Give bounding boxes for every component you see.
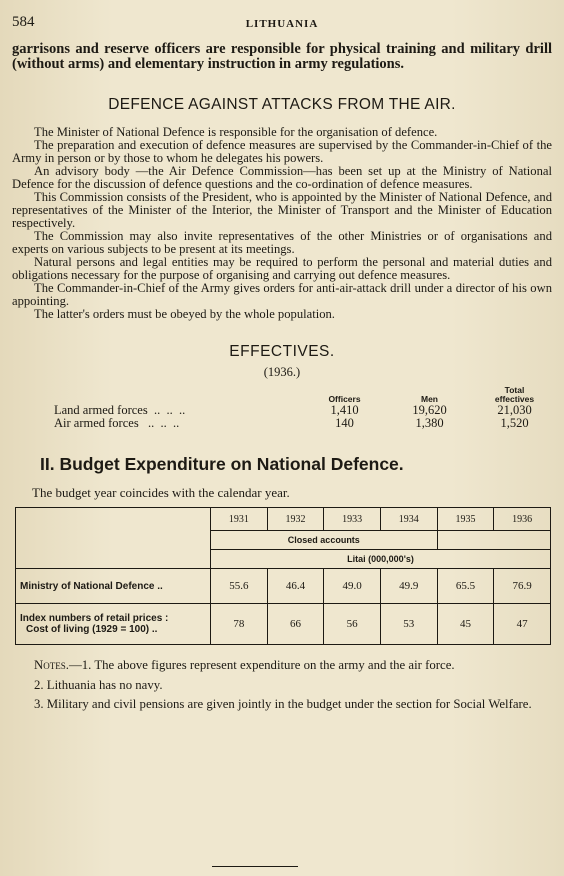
paragraph: The preparation and execution of defence measures are supervised by the Commander-in-Chief of the Army in person or by those to whom he delegates his powers. bbox=[12, 138, 552, 165]
air-total: 1,520 bbox=[500, 416, 529, 430]
row-label-air: Air armed forces .. .. .. bbox=[54, 416, 180, 430]
intro-text: garrisons and reserve officers are responsible for physical training and military drill (without arms) and elementary instruction in army regulations. bbox=[12, 41, 552, 72]
table-row bbox=[16, 569, 551, 604]
running-title: LITHUANIA bbox=[245, 18, 319, 30]
note-item: 3. Military and civil pensions are given jointly in the budget under the section for Social Welfare. bbox=[34, 697, 532, 711]
bottom-rule bbox=[212, 866, 298, 867]
value-cell: 56 bbox=[324, 604, 381, 645]
note-text: 1. The above figures represent expenditure on the army and the air force. bbox=[81, 658, 455, 672]
running-head bbox=[12, 14, 552, 42]
row-label-ministry: Ministry of National Defence .. bbox=[16, 569, 211, 604]
table-corner bbox=[16, 508, 211, 569]
land-officers: 1,410 bbox=[330, 403, 359, 417]
year-cell: 1931 bbox=[211, 508, 268, 531]
paragraph: Natural persons and legal entities may be required to perform the personal and material duties and obligations necessary for the purpose of organising and carrying out defence measures. bbox=[12, 255, 552, 282]
col-header-total: Total effectives bbox=[494, 385, 535, 404]
table-row bbox=[16, 508, 551, 531]
row-label-index bbox=[16, 604, 211, 645]
value-cell: 49.0 bbox=[324, 569, 381, 604]
value-cell: 65.5 bbox=[437, 569, 494, 604]
note-item: 2. Lithuania has no navy. bbox=[34, 677, 163, 692]
effectives-corner bbox=[54, 386, 302, 404]
air-defence-title: DEFENCE AGAINST ATTACKS FROM THE AIR. bbox=[108, 96, 456, 113]
blank-header-cell bbox=[437, 531, 550, 550]
budget-note: The budget year coincides with the calendar year. bbox=[32, 485, 290, 500]
value-cell: 46.4 bbox=[267, 569, 324, 604]
paragraph: The latter's orders must be obeyed by the whole population. bbox=[34, 307, 335, 321]
value-cell: 47 bbox=[494, 604, 551, 645]
notes bbox=[12, 659, 552, 712]
effectives-table bbox=[54, 386, 552, 430]
year-cell: 1932 bbox=[267, 508, 324, 531]
paragraph: An advisory body —the Air Defence Commission—has been set up at the Ministry of National Defence for the discussion of defence questions and the co-ordination of defence measures. bbox=[12, 164, 552, 191]
effectives-title: EFFECTIVES. bbox=[229, 343, 335, 360]
land-total: 21,030 bbox=[497, 403, 532, 417]
value-cell: 76.9 bbox=[494, 569, 551, 604]
value-cell: 66 bbox=[267, 604, 324, 645]
year-cell: 1935 bbox=[437, 508, 494, 531]
air-men: 1,380 bbox=[415, 416, 444, 430]
paragraph: The Commander-in-Chief of the Army gives orders for anti-air-attack drill under a director of his own appointing. bbox=[12, 281, 552, 308]
land-men: 19,620 bbox=[412, 403, 447, 417]
page-number: 584 bbox=[12, 14, 35, 30]
row-label-index-line2: Cost of living (1929 = 100) .. bbox=[26, 624, 158, 635]
year-cell: 1936 bbox=[494, 508, 551, 531]
table-row bbox=[16, 604, 551, 645]
notes-label: Notes.— bbox=[34, 658, 82, 672]
unit-label: Litai (000,000's) bbox=[211, 550, 551, 569]
value-cell: 49.9 bbox=[380, 569, 437, 604]
col-header-men: Men bbox=[421, 394, 438, 404]
value-cell: 45 bbox=[437, 604, 494, 645]
paragraph: The Minister of National Defence is responsible for the organisation of defence. bbox=[34, 125, 438, 139]
air-defence-paragraphs bbox=[12, 126, 552, 321]
value-cell: 55.6 bbox=[211, 569, 268, 604]
budget-title: II. Budget Expenditure on National Defence. bbox=[40, 454, 404, 474]
effectives-year: (1936.) bbox=[263, 365, 301, 379]
value-cell: 53 bbox=[380, 604, 437, 645]
budget-table bbox=[15, 507, 551, 645]
value-cell: 78 bbox=[211, 604, 268, 645]
row-label-index-line1: Index numbers of retail prices : bbox=[20, 613, 169, 624]
year-cell: 1933 bbox=[324, 508, 381, 531]
paragraph: This Commission consists of the President, who is appointed by the Minister of National Defence, and representatives of the Minister of the Interior, the Minister of Transport and the Minister of Education respectively. bbox=[12, 190, 552, 230]
closed-accounts-label: Closed accounts bbox=[211, 531, 438, 550]
paragraph: The Commission may also invite representatives of the other Ministries or of organisations and experts on various subjects to be present at its meetings. bbox=[12, 229, 552, 256]
note-item bbox=[12, 659, 552, 673]
year-cell: 1934 bbox=[380, 508, 437, 531]
col-header-officers: Officers bbox=[328, 394, 361, 404]
air-officers: 140 bbox=[335, 416, 354, 430]
row-label-land: Land armed forces .. .. .. bbox=[54, 403, 186, 417]
